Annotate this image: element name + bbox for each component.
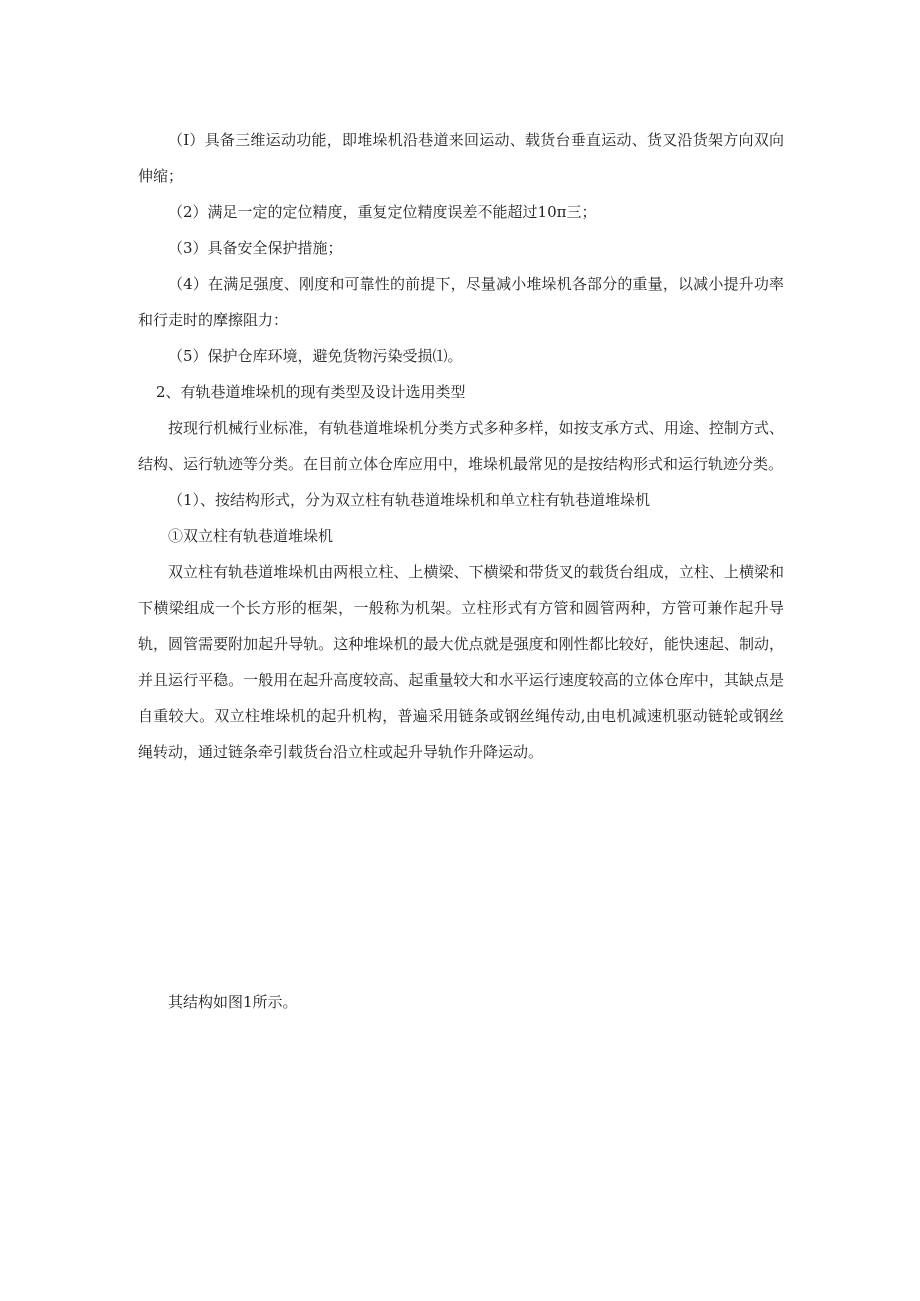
requirement-5: （5）保护仓库环境，避免货物污染受损⑴。 [168,347,463,365]
classification-paragraph: 按现行机械行业标准，有轨巷道堆垛机分类方式多种多样，如按支承方式、用途、控制方式、结构、运行轨迹等分类。在目前立体仓库应用中，堆垛机最常见的是按结构形式和运行轨迹分类。 [138,419,784,473]
figure-placeholder [138,770,784,984]
requirement-2: （2）满足一定的定位精度，重复定位精度误差不能超过10π三； [168,203,597,221]
requirement-1: （I）具备三维运动功能，即堆垛机沿巷道来回运动、载货台垂直运动、货叉沿货架方向双向伸缩； [138,131,784,185]
figure-reference: 其结构如图1所示。 [168,993,298,1011]
structure-form-heading: （1）、按结构形式，分为双立柱有轨巷道堆垛机和单立柱有轨巷道堆垛机 [168,491,651,509]
section-heading: 2、有轨巷道堆垛机的现有类型及设计选用类型 [156,383,466,401]
double-column-description: 双立柱有轨巷道堆垛机由两根立柱、上横梁、下横梁和带货叉的载货台组成，立柱、上横梁和下横梁组成一个长方形的框架，一般称为机架。立柱形式有方管和圆管两种，方管可兼作起升导轨，圆管需要附加起升导轨。这种堆垛机的最大优点就是强度和刚性都比较好，能快速起、制动，并且运行平稳。一般用在起升高度较高、起重量较大和水平运行速度较高的立体仓库中，其缺点是自重较大。双立柱堆垛机的起升机构，普遍采用链条或钢丝绳传动,由电机减速机驱动链轮或钢丝绳转动，通过链条牵引载货台沿立柱或起升导轨作升降运动。 [138,563,784,761]
requirement-3: （3）具备安全保护措施； [168,239,343,257]
requirement-4: （4）在满足强度、刚度和可靠性的前提下，尽量减小堆垛机各部分的重量，以减小提升功率和行走时的摩擦阻力： [138,275,784,329]
double-column-heading: ①双立柱有轨巷道堆垛机 [168,527,334,545]
